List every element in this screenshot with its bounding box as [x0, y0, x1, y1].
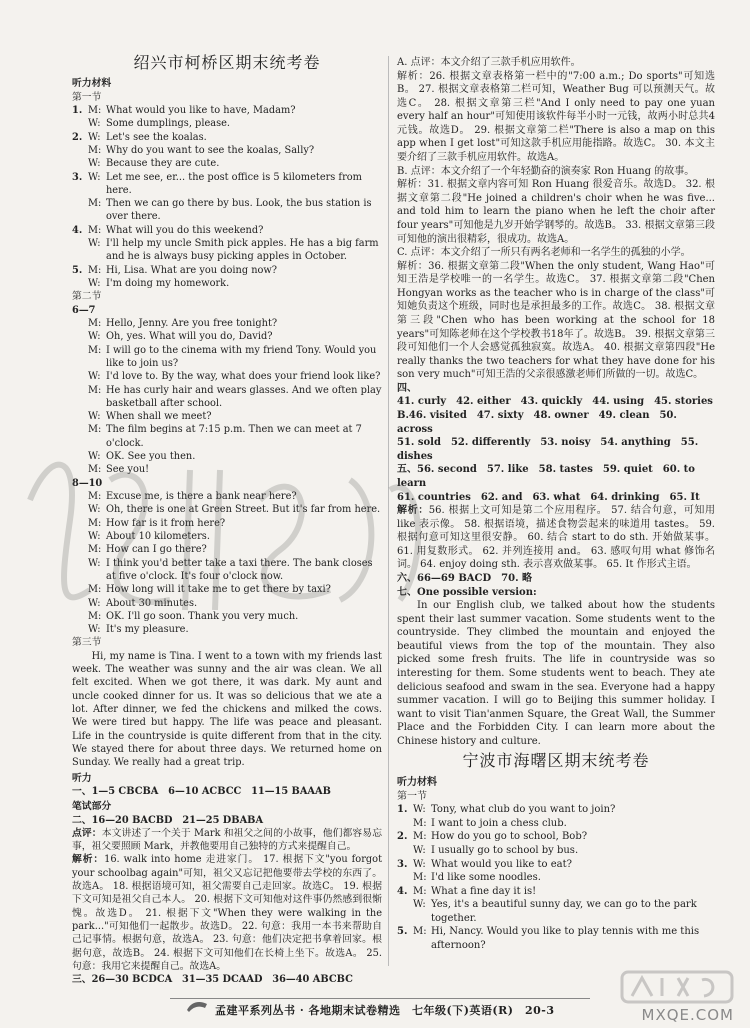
- dialogue-text: I usually go to school by bus.: [431, 844, 579, 856]
- dialogue-line: [397, 844, 715, 858]
- dialogue-text: Oh, there is one at Green Street. But it's far from here.: [106, 504, 381, 516]
- dialogue-line: [72, 543, 382, 556]
- question-number: [72, 623, 88, 636]
- answer-row: 五、56. second 57. like 58. tastes 59. quiet 60. to learn: [397, 464, 695, 489]
- question-number: 3.: [72, 171, 83, 183]
- question-number: [72, 530, 88, 543]
- question-number: 5.: [72, 264, 83, 276]
- analysis-a: 解析：26. 根据文章表格第一栏中的"7:00 a.m.; Do sports"可知选B。 27. 根据文章表格第二栏可知，Weather Bug 可以预测天气。故选C。 28. 根据文章第三栏"And I only need to pay one yuan every half an hour"可知使用该软件每半小时一元钱，故两小时总共4元钱。故选D。 29. 根据文章第二栏"There is also a map on this app when I get lost"可知这款手机应用能指路。故选C。 30. 本文主要介绍了三款手机应用软件。故选A。: [397, 70, 715, 164]
- question-number: [72, 330, 88, 343]
- analysis-b: 解析：31. 根据文章内容可知 Ron Huang 很爱音乐。故选D。 32. 根据文章第二段"He joined a children's choir when he was five... and told him to learn the piano when he left the choir after four years"可知他是九岁开始学钢琴的。故选B。 33. 根据文章第三段可知他的演出很精彩，很成功。故选A。: [397, 179, 715, 245]
- question-number: [72, 463, 88, 476]
- analysis-5: [397, 504, 715, 572]
- part3-heading: 第三节: [72, 637, 102, 649]
- speaker-label: W:: [413, 844, 426, 856]
- question-number: [72, 503, 88, 516]
- dialogue-text: About 10 kilometers.: [106, 530, 210, 542]
- dialogue-text: OK. See you then.: [106, 451, 196, 463]
- dialogue-text: Because they are cute.: [106, 158, 220, 170]
- dialogue-text: Hi, Lisa. What are you doing now?: [106, 264, 278, 276]
- section4-answers: [397, 395, 715, 504]
- question-number: [72, 490, 88, 503]
- comment-a: A. 点评：本文介绍了三款手机应用软件。: [397, 57, 581, 68]
- part1-dialogues: [72, 104, 382, 290]
- dialogue-text: The film begins at 7:15 p.m. Then we can meet at 7 o'clock.: [106, 424, 362, 449]
- dialogue-text: Then we can go there by bus. Look, the bus station is over there.: [106, 198, 372, 223]
- dialogue-line: [72, 410, 382, 423]
- question-number: 5.: [397, 926, 408, 938]
- dialogue-text: Oh, yes. What will you do, David?: [106, 331, 273, 343]
- question-number: [397, 871, 413, 885]
- dialogue-line: [72, 517, 382, 530]
- dialogue-line: [72, 131, 382, 144]
- dialogue-line: [72, 144, 382, 157]
- answer-row: 41. curly 42. either 43. quickly 44. using 45. stories: [397, 396, 713, 408]
- speaker-label: W:: [413, 899, 426, 911]
- speaker-label: W:: [88, 530, 101, 542]
- dialogue-text: How can I go there?: [106, 544, 207, 556]
- analysis-text: 16. walk into home 走进家门。 17. 根据下文"you forgot your schoolbag again"可知，祖父又忘记把他要带去学校的东西了。故选A。 18. 根据语境可知，祖父需要自己走回家。故选C。 19. 根据下文可知是祖父自己本人。 20. 根据下文可知他对这件事仍然感到很惭愧。故选D。 21. 根据下文"When they were walking in the park..."可知他们一起散步。故选D。 22. 句意：我用一本书来帮助自己记事情。根据句意，故选A。 23. 句意：他们决定把书拿着回家。根据句意，故选B。 24. 根据下文可知他们在长椅上坐下。故选A。 25. 句意：我用它来提醒自己。故选A。: [72, 854, 382, 972]
- dialogue-line: [397, 858, 715, 872]
- question-number: 4.: [72, 224, 83, 236]
- dialogue-text: When shall we meet?: [106, 411, 212, 423]
- speaker-label: M:: [88, 584, 102, 596]
- dialogue-line: [72, 530, 382, 543]
- dialogue-text: Let's see the koalas.: [106, 131, 207, 143]
- dialogue-line: [397, 830, 715, 844]
- part3-passage: Hi, my name is Tina. I went to a town with my friends last week. The weather was sunny and the air was clean. We all felt excited. When we got there, it was dark. My aunt and uncle cooked dinner for us. It was so delicious that we ate a lot. After dinner, we fed the chickens and milked the cows. We were tired but happy. The life was peace and pleasant. Life in the countryside is quite different from that in the city. We stayed there for about three days. We returned home on Sunday. We really had a great trip.: [72, 650, 382, 769]
- dialogue-line: [72, 237, 382, 264]
- question-number: 4.: [397, 885, 408, 897]
- listening-heading-2: 听力材料: [397, 777, 437, 789]
- question-number: [397, 817, 413, 831]
- dialogue-text: What will you do this weekend?: [106, 224, 264, 236]
- dialogue-text: I'm doing my homework.: [106, 278, 230, 289]
- dialogue-text: I want to join a chess club.: [431, 817, 567, 829]
- dialogue-line: [72, 171, 382, 198]
- speaker-label: W:: [88, 371, 101, 383]
- written-heading: 笔试部分: [72, 801, 112, 813]
- dialogue-line: [397, 817, 715, 831]
- speaker-label: M:: [88, 264, 102, 276]
- dialogue-line: [72, 490, 382, 503]
- dialogue-line: [72, 384, 382, 411]
- dialogue-text: What a fine day it is!: [431, 885, 537, 897]
- section4-label: 四、: [397, 382, 417, 394]
- dialogue-line: [397, 803, 715, 817]
- comment-1: [72, 827, 382, 854]
- q8-10-dialogue: [72, 490, 382, 636]
- left-column: [72, 53, 382, 987]
- question-number: [72, 557, 88, 584]
- answer-row: 61. countries 62. and 63. what 64. drinking 65. It: [397, 491, 700, 503]
- speaker-label: M:: [88, 224, 102, 236]
- comment-c: C. 点评：本文介绍了一所只有两名老师和一名学生的孤独的小学。: [397, 247, 691, 259]
- answer-row: B.46. visited 47. sixty 48. owner 49. clean 50. across: [397, 410, 677, 435]
- speaker-label: W:: [88, 331, 101, 343]
- dialogue-text: How do you go to school, Bob?: [431, 831, 588, 843]
- speaker-label: W:: [88, 451, 101, 463]
- dialogue-text: Let me see, er... the post office is 5 kilometers from here.: [106, 171, 362, 196]
- dialogue-line: [397, 898, 715, 925]
- question-number: [72, 583, 88, 596]
- dialogue-text: It's my pleasure.: [106, 624, 189, 636]
- dialogue-text: Yes, it's a beautiful sunny day, we can go to the park together.: [431, 899, 697, 924]
- question-number: 1.: [397, 804, 408, 816]
- section7-heading: [397, 586, 715, 600]
- speaker-label: M:: [88, 317, 102, 329]
- speaker-label: M:: [88, 491, 102, 502]
- question-number: 3.: [397, 858, 408, 870]
- part1-heading-2: 第一节: [397, 790, 427, 802]
- dialogue-text: Tony, what club do you want to join?: [431, 804, 616, 816]
- analysis-5-text: 56. 根据上文可知是第二个应用程序。 57. 结合句意，可知用 like 表示像。 58. 根据语境，描述食物尝起来的味道用 tastes。 59. 根据句意可知这里很安静。 60. 结合 start to do sth. 开始做某事。 61. 用复数形式。 62. 并列连接用 and。 63. 感叹句用 what 修饰名词。 64. enjoy doing sth. 表示喜欢做某事。 65. It 作形式主语。: [397, 505, 716, 571]
- speaker-label: M:: [413, 831, 427, 843]
- q6-7-dialogue: [72, 317, 382, 477]
- answer-row: 51. sold 52. differently 53. noisy 54. anything 55. dishes: [397, 437, 699, 462]
- speaker-label: M:: [88, 344, 102, 356]
- speaker-label: M:: [88, 198, 102, 210]
- dialogue-text: What would you like to have, Madam?: [106, 104, 296, 116]
- dialogue-line: [72, 277, 382, 290]
- dialogue-line: [72, 317, 382, 330]
- speaker-label: M:: [88, 144, 102, 156]
- dialogue-line: [397, 925, 715, 952]
- part2-heading: 第二节: [72, 291, 102, 303]
- dialogue-text: What would you like to eat?: [431, 858, 572, 870]
- dialogue-line: [72, 344, 382, 371]
- dialogue-line: [72, 503, 382, 516]
- footer-rule: [170, 998, 590, 999]
- dialogue-line: [72, 330, 382, 343]
- question-number: [72, 450, 88, 463]
- question-number: [72, 370, 88, 383]
- comment-text: 本文讲述了一个关于 Mark 和祖父之间的小故事，他们都容易忘事，祖父要照顾 Mark，并教他要用自己独特的方式来提醒自己。: [72, 827, 382, 853]
- dialogue-line: [72, 264, 382, 277]
- speaker-label: W:: [88, 118, 101, 130]
- right-column: [397, 56, 715, 953]
- dialogue-line: [72, 623, 382, 636]
- speaker-label: W:: [88, 597, 101, 609]
- dialogue-text: Some dumplings, please.: [106, 118, 231, 130]
- dialogue-text: Excuse me, is there a bank near here?: [106, 491, 297, 502]
- dialogue-text: He has curly hair and wears glasses. And we often play basketball after school.: [106, 384, 382, 409]
- question-number: [72, 277, 88, 290]
- dialogue-text: I think you'd better take a taxi there. The bank closes at five o'clock. It's four o'clock now.: [106, 557, 373, 582]
- dialogue-text: See you!: [106, 464, 150, 476]
- dialogue-line: [72, 423, 382, 450]
- dialogue-line: [72, 583, 382, 596]
- dialogue-line: [397, 871, 715, 885]
- part1-dialogues-2: [397, 803, 715, 952]
- dialogue-line: [72, 597, 382, 610]
- question-number: [72, 384, 88, 411]
- dialogue-text: I'd like some noodles.: [431, 872, 541, 884]
- question-number: [72, 410, 88, 423]
- speaker-label: M:: [413, 872, 427, 884]
- speaker-label: W:: [413, 858, 426, 870]
- speaker-label: W:: [88, 238, 101, 250]
- exam-title-shaoxing: 绍兴市柯桥区期末统考卷: [133, 53, 321, 72]
- section7-title: One possible version:: [417, 586, 537, 598]
- question-number: [72, 610, 88, 623]
- speaker-label: M:: [88, 384, 102, 396]
- speaker-label: M:: [413, 817, 427, 829]
- speaker-label: M:: [88, 517, 102, 529]
- column-divider: [388, 56, 389, 966]
- speaker-label: W:: [88, 158, 101, 170]
- comment-label: 点评：: [72, 827, 102, 839]
- section7-label: 七、: [397, 586, 417, 598]
- section6-answers: 六、66—69 BACD 70. 略: [397, 572, 533, 584]
- book-series-icon: [185, 998, 209, 1014]
- listening-heading: 听力材料: [72, 78, 112, 90]
- question-number: [72, 317, 88, 330]
- analysis-1: [72, 853, 382, 973]
- dialogue-line: [72, 450, 382, 463]
- dialogue-line: [72, 197, 382, 224]
- dialogue-line: [72, 370, 382, 383]
- question-number: [72, 344, 88, 371]
- dialogue-line: [72, 610, 382, 623]
- q6-7-label: 6—7: [72, 304, 96, 316]
- dialogue-text: I will go to the cinema with my friend Tony. Would you like to join us?: [106, 344, 377, 369]
- dialogue-text: How far is it from here?: [106, 517, 226, 529]
- speaker-label: M:: [88, 544, 102, 556]
- dialogue-text: OK. I'll go soon. Thank you very much.: [106, 610, 299, 622]
- analysis-c: 解析：36. 根据文章第二段"When the only student, Wang Hao"可知王浩是学校唯一的一名学生。故选C。 37. 根据文章第二段"Chen Hongyan works as the teacher who is in charge of the class"可知她负责这个班级，同时也是承担最多的工作。故选C。 38. 根据文章第三段"Chen who has been working at the school for 18 years"可知陈老师在这个学校教书18年了。故选B。 39. 根据文章第三段可知他们一个人会感觉孤独寂寞。故选A。 40. 根据文章第四段"He really thanks the two teachers for what they have done for his son very much"可知王浩的父亲很感激老师们所做的一切。故选C。: [397, 260, 715, 381]
- question-number: [72, 157, 88, 170]
- speaker-label: M:: [88, 610, 102, 622]
- speaker-label: M:: [413, 885, 427, 897]
- speaker-label: W:: [88, 171, 101, 183]
- speaker-label: W:: [413, 804, 426, 816]
- question-number: [72, 237, 88, 264]
- analysis-5-label: 解析：: [397, 505, 429, 517]
- speaker-label: W:: [88, 624, 101, 636]
- question-number: [72, 543, 88, 556]
- dialogue-text: I'll help my uncle Smith pick apples. He has a big farm and he is always busy picking apples in October.: [106, 238, 379, 263]
- dialogue-text: Hi, Nancy. Would you like to play tennis with me this afternoon?: [431, 926, 700, 951]
- question-number: [397, 898, 413, 925]
- question-number: 2.: [397, 831, 408, 843]
- comment-b: B. 点评：本文介绍了一个年轻勤奋的演奏家 Ron Huang 的故事。: [397, 165, 695, 177]
- dialogue-text: Hello, Jenny. Are you free tonight?: [106, 317, 278, 329]
- dialogue-line: [72, 104, 382, 117]
- speaker-label: W:: [88, 504, 101, 516]
- watermark-text: MXQE.COM: [641, 1006, 734, 1024]
- dialogue-line: [72, 224, 382, 237]
- listening-answers: 一、1—5 CBCBA 6—10 ACBCC 11—15 BAAAB: [72, 785, 331, 797]
- speaker-label: M:: [88, 104, 102, 116]
- exam-title-ningbo: 宁波市海曙区期末统考卷: [462, 751, 650, 771]
- question-number: [72, 117, 88, 130]
- speaker-label: M:: [88, 464, 102, 476]
- question-number: 2.: [72, 131, 83, 143]
- dialogue-text: I'd love to. By the way, what does your friend look like?: [106, 371, 381, 383]
- speaker-label: W:: [88, 131, 101, 143]
- speaker-label: M:: [413, 926, 427, 938]
- question-number: [72, 197, 88, 224]
- written-answers-2: 三、26—30 BCDCA 31—35 DCAAD 36—40 ABCBC: [72, 974, 353, 986]
- question-number: [397, 844, 413, 858]
- speaker-label: W:: [88, 411, 101, 423]
- dialogue-text: How long will it take me to get there by taxi?: [106, 584, 331, 596]
- speaker-label: W:: [88, 278, 101, 289]
- dialogue-line: [72, 117, 382, 130]
- dialogue-text: About 30 minutes.: [106, 597, 198, 609]
- footer-text: 孟建平系列丛书 · 各地期末试卷精选 七年级(下)英语(R) 20-3: [215, 1004, 555, 1017]
- listening-answers-heading: 听力: [72, 772, 92, 784]
- question-number: [72, 597, 88, 610]
- question-number: [72, 517, 88, 530]
- dialogue-line: [72, 463, 382, 476]
- section7-essay: In our English club, we talked about how the students spent their last summer vacation. Some students went to the countryside. They climbed the mountain and enjoyed the beautiful views from the top of the mountain. They also picked some fresh fruits. The life in countryside was so interesting for them. Some students went to beach. They ate delicious seafood and swam in the sea. Everyone had a happy summer vacation. I will go to Beijing this summer holiday. I want to visit Tian'anmen Square, the Great Wall, the Summer Place and the Forbidden City. I can learn more about the Chinese history and culture.: [397, 600, 715, 747]
- dialogue-line: [72, 557, 382, 584]
- analysis-label: 解析：: [72, 854, 105, 866]
- question-number: 1.: [72, 104, 83, 116]
- dialogue-line: [397, 885, 715, 899]
- part1-heading: 第一节: [72, 91, 102, 103]
- q8-10-label: 8—10: [72, 477, 103, 489]
- dialogue-text: Why do you want to see the koalas, Sally?: [106, 144, 315, 156]
- question-number: [72, 423, 88, 450]
- written-answers-1: 二、16—20 BACBD 21—25 DBABA: [72, 814, 264, 826]
- dialogue-line: [72, 157, 382, 170]
- speaker-label: W:: [88, 557, 101, 569]
- question-number: [72, 144, 88, 157]
- speaker-label: M:: [88, 424, 102, 436]
